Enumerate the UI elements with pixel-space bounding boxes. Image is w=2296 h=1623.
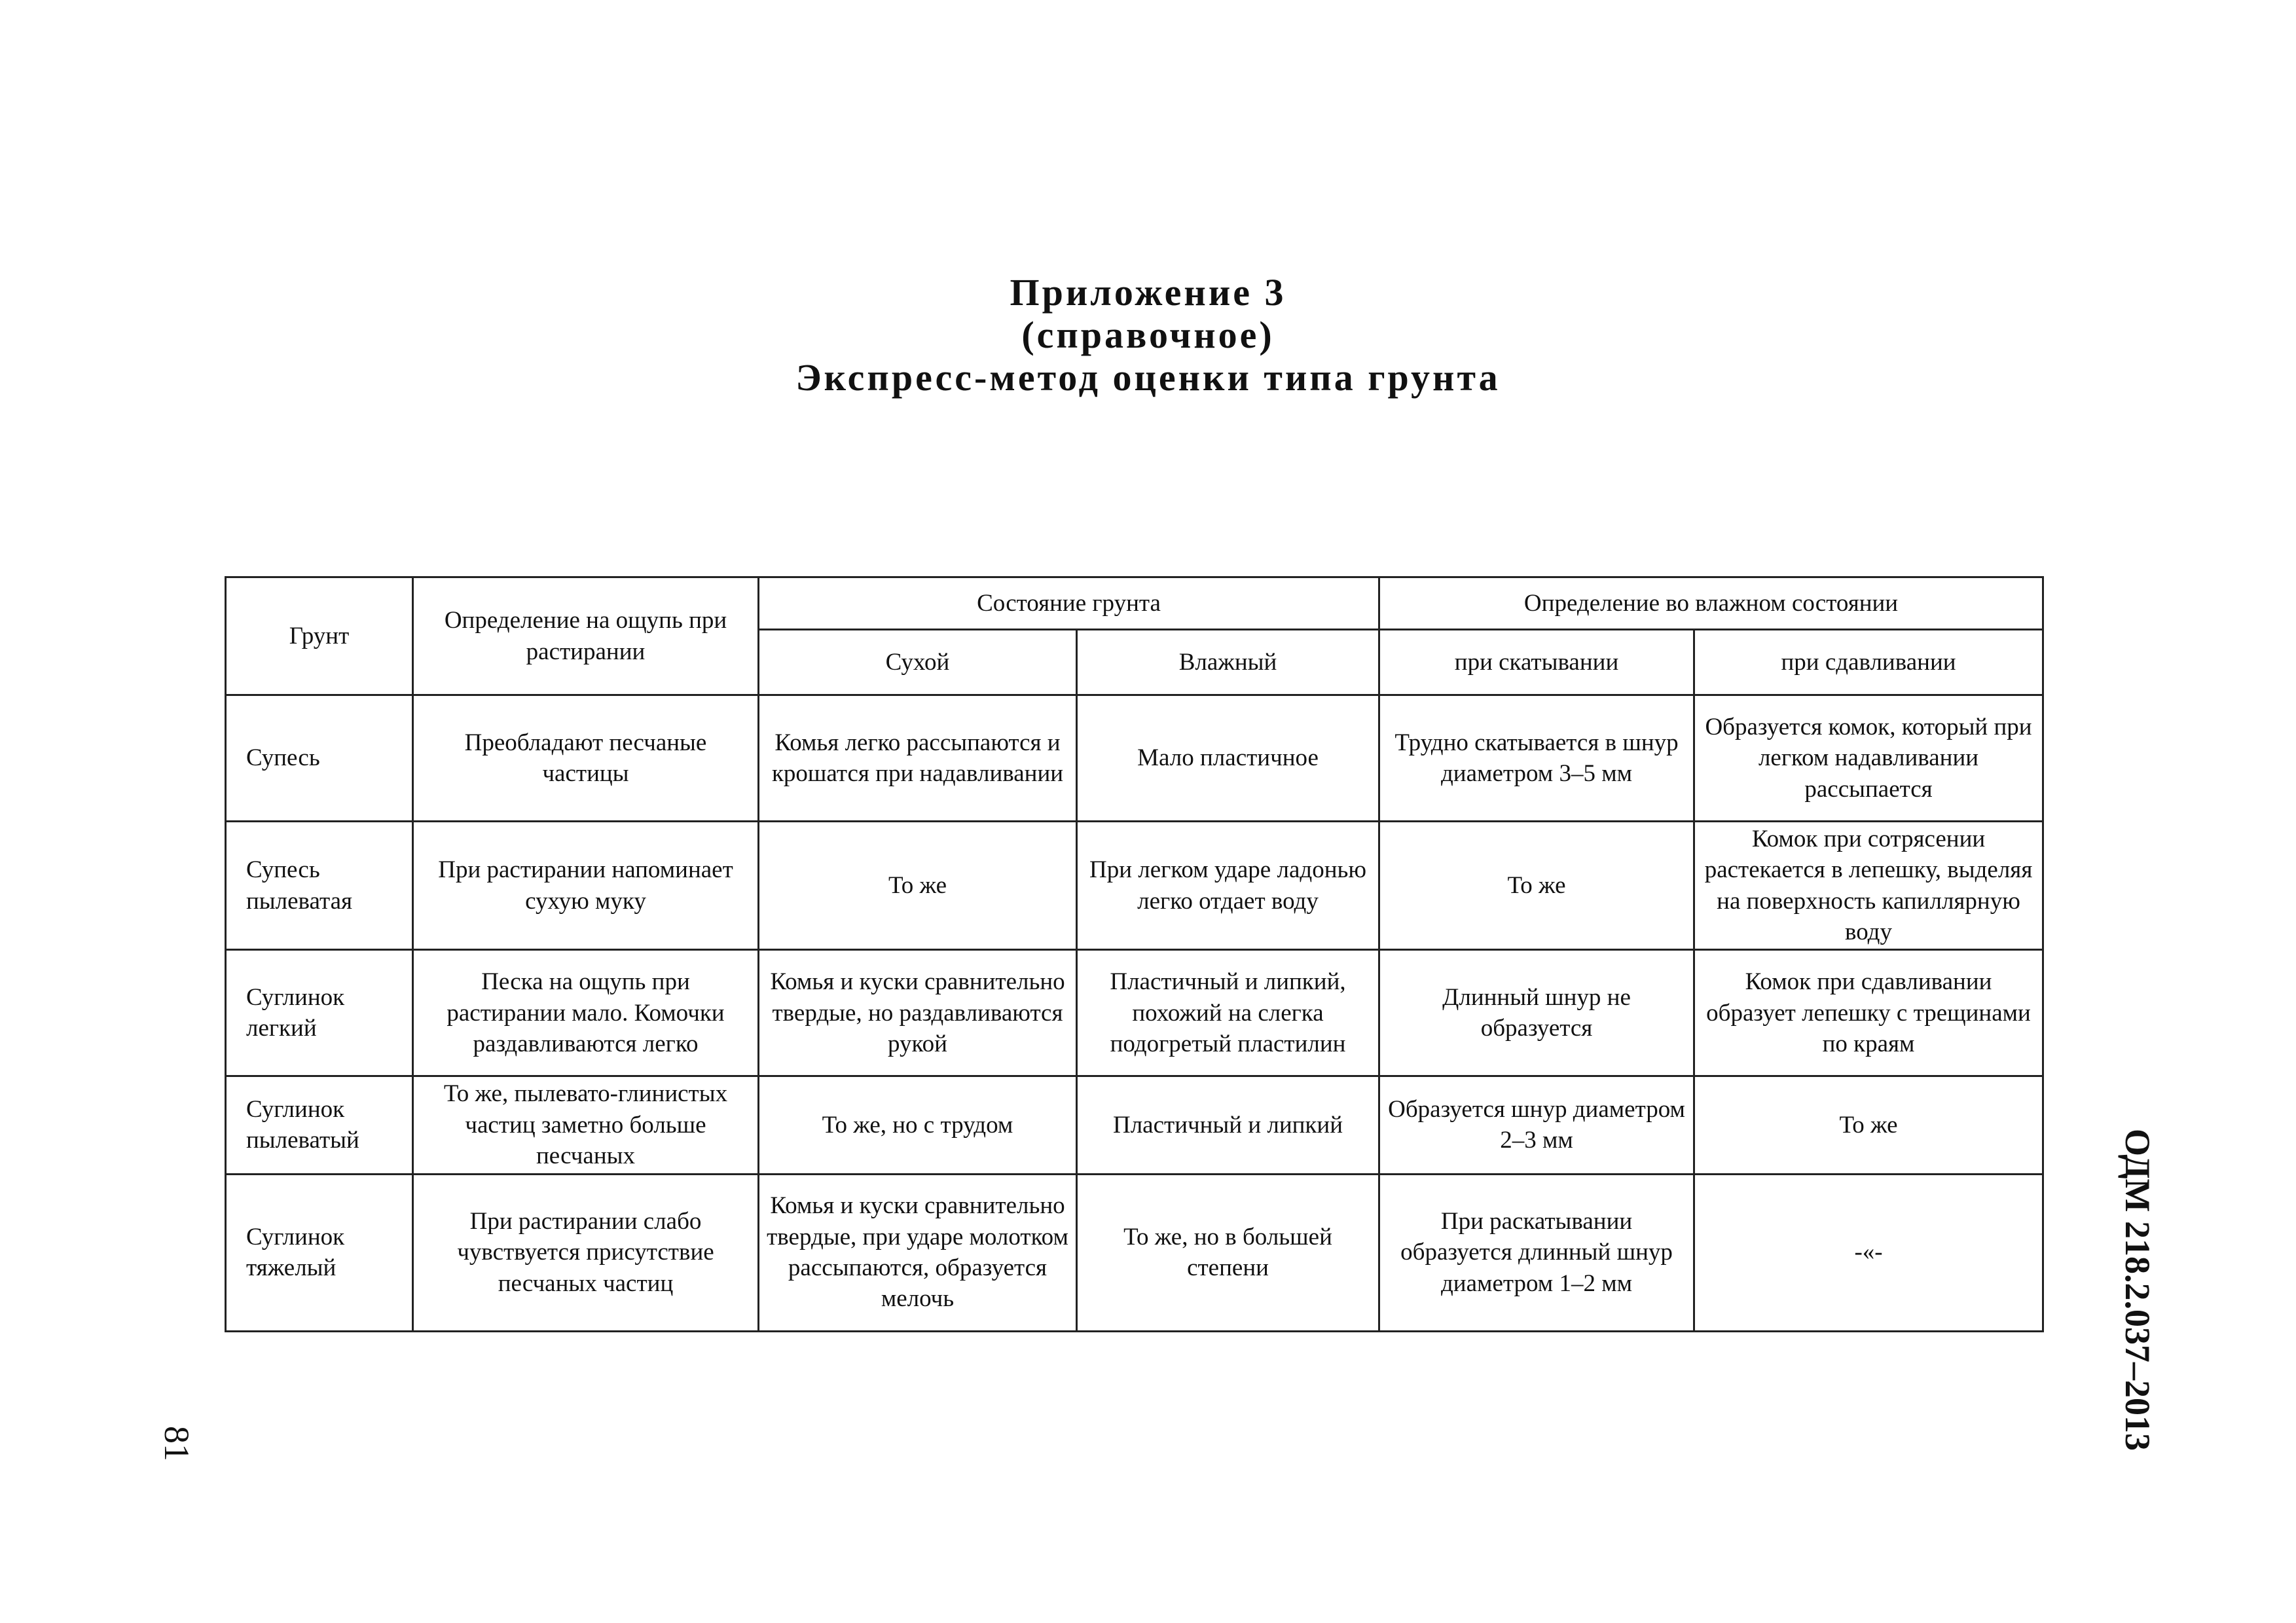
appendix-number: Приложение 3: [1010, 271, 1286, 314]
cell-rolling: Длинный шнур не образуется: [1379, 950, 1694, 1076]
appendix-title: Экспресс-метод оценки типа грунта: [795, 356, 1501, 399]
header-rolling: при скатывании: [1379, 630, 1694, 695]
header-state: Состояние грунта: [759, 577, 1379, 630]
table-header-row: [226, 577, 2043, 630]
cell-rolling: Образуется шнур диаметром 2–3 мм: [1379, 1076, 1694, 1174]
cell-dry: Комья легко рассыпаются и крошатся при надавливании: [759, 695, 1077, 822]
cell-squeezing: Образуется комок, который при легком надавливании рассыпается: [1694, 695, 2043, 822]
cell-touch: Песка на ощупь при растирании мало. Комочки раздавливаются легко: [413, 950, 759, 1076]
header-dry: Сухой: [759, 630, 1077, 695]
cell-wet: Пластичный и липкий, похожий на слегка подогретый пластилин: [1077, 950, 1379, 1076]
cell-touch: Преобладают песчаные частицы: [413, 695, 759, 822]
cell-dry: Комья и куски сравнительно твердые, но раздавливаются рукой: [759, 950, 1077, 1076]
page-number: [151, 1414, 203, 1473]
header-touch: Определение на ощупь при растирании: [413, 577, 759, 695]
cell-wet: Пластичный и липкий: [1077, 1076, 1379, 1174]
cell-dry: То же, но с трудом: [759, 1076, 1077, 1174]
header-soil: Грунт: [226, 577, 413, 695]
document-code: [2111, 1113, 2164, 1467]
cell-squeezing: Комок при сдавливании образует лепешку с трещинами по краям: [1694, 950, 2043, 1076]
appendix-status: (справочное): [1021, 313, 1275, 356]
table-row: [226, 1174, 2043, 1331]
cell-wet: Мало пластичное: [1077, 695, 1379, 822]
document-code-text: ОДМ 218.2.037–2013: [2118, 1129, 2157, 1451]
soil-type-table: [225, 576, 2044, 1332]
cell-soil: Супесь пылеватая: [226, 822, 413, 950]
appendix-heading: [0, 272, 2296, 399]
cell-rolling: Трудно скатывается в шнур диаметром 3–5 мм: [1379, 695, 1694, 822]
cell-soil: Суглинок тяжелый: [226, 1174, 413, 1331]
cell-wet: При легком ударе ладонью легко отдает воду: [1077, 822, 1379, 950]
cell-soil: Супесь: [226, 695, 413, 822]
table-row: [226, 950, 2043, 1076]
cell-soil: Суглинок пылеватый: [226, 1076, 413, 1174]
table-row: [226, 1076, 2043, 1174]
cell-soil: Суглинок легкий: [226, 950, 413, 1076]
cell-dry: Комья и куски сравнительно твердые, при ударе молотком рассыпаются, образуется мелочь: [759, 1174, 1077, 1331]
cell-squeezing: -«-: [1694, 1174, 2043, 1331]
cell-rolling: При раскатывании образуется длинный шнур диаметром 1–2 мм: [1379, 1174, 1694, 1331]
header-squeezing: при сдавливании: [1694, 630, 2043, 695]
table-row: [226, 695, 2043, 822]
cell-squeezing: Комок при сотрясении растекается в лепешку, выделяя на поверхность капиллярную воду: [1694, 822, 2043, 950]
cell-touch: При растирании слабо чувствуется присутствие песчаных частиц: [413, 1174, 759, 1331]
header-wet: Влажный: [1077, 630, 1379, 695]
cell-squeezing: То же: [1694, 1076, 2043, 1174]
cell-touch: При растирании напоминает сухую муку: [413, 822, 759, 950]
header-moist: Определение во влажном состоянии: [1379, 577, 2043, 630]
cell-touch: То же, пылевато-глинистых частиц заметно больше песчаных: [413, 1076, 759, 1174]
page-number-text: 81: [157, 1426, 196, 1461]
cell-dry: То же: [759, 822, 1077, 950]
table-row: [226, 822, 2043, 950]
cell-rolling: То же: [1379, 822, 1694, 950]
cell-wet: То же, но в большей степени: [1077, 1174, 1379, 1331]
